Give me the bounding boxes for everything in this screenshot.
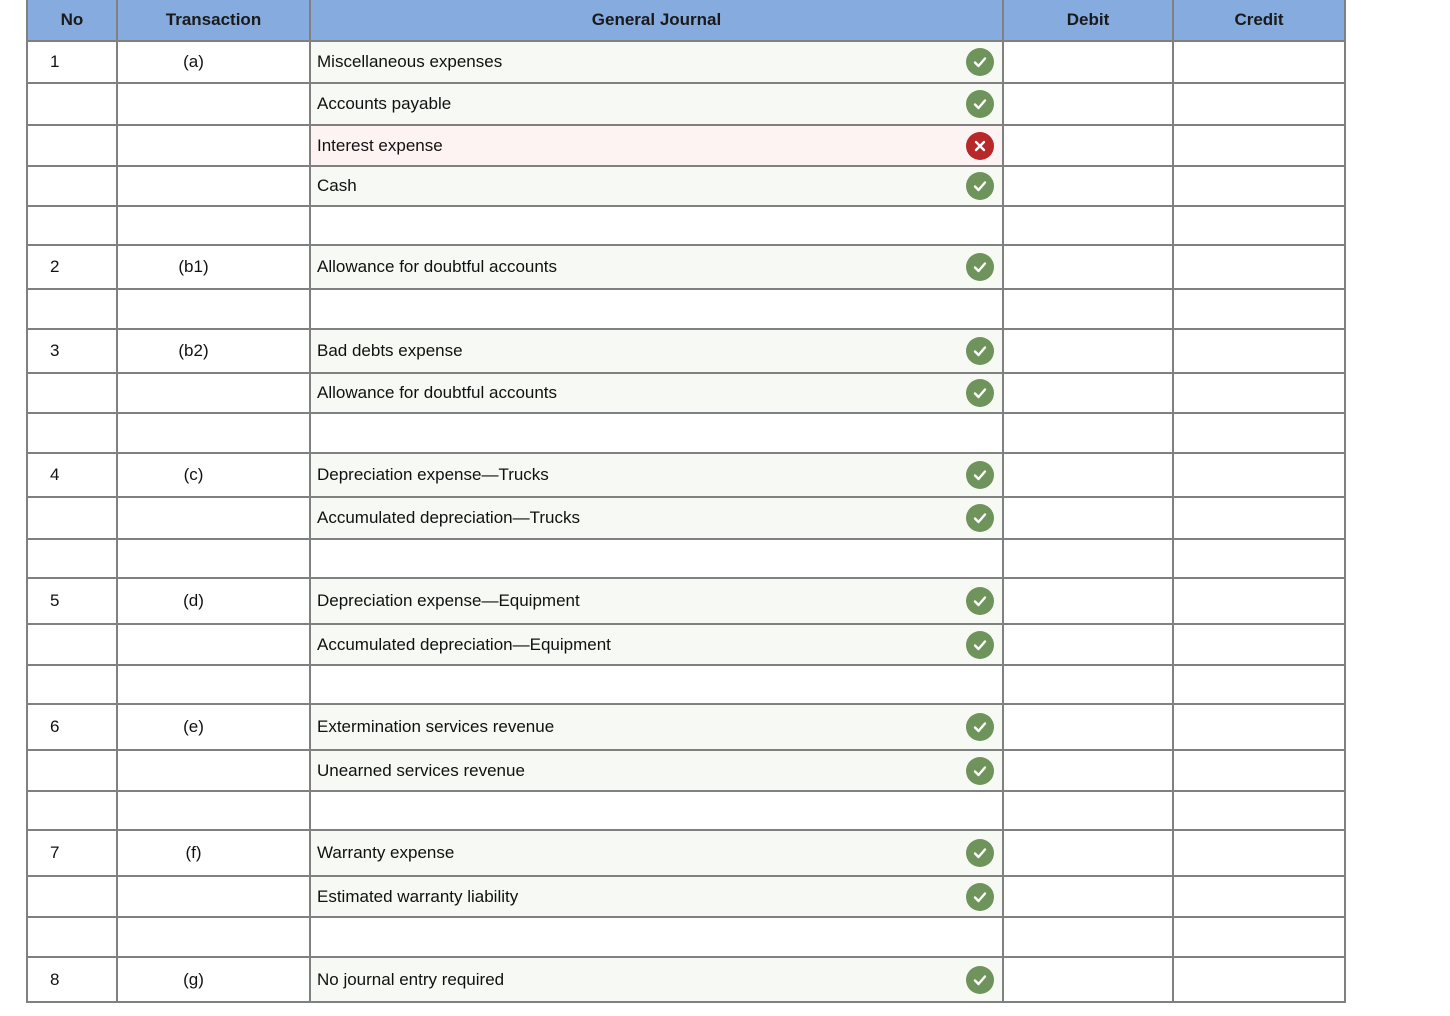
- table-row: [28, 666, 1344, 705]
- credit-input[interactable]: [1174, 207, 1344, 244]
- row-number: [28, 625, 118, 664]
- account-name: Interest expense: [317, 135, 443, 155]
- account-select[interactable]: [311, 42, 1004, 82]
- table-row: [28, 207, 1344, 246]
- account-name: Allowance for doubtful accounts: [317, 383, 558, 402]
- account-select[interactable]: [311, 498, 1004, 538]
- debit-input[interactable]: [1004, 705, 1174, 749]
- header-general-journal: General Journal: [311, 0, 1004, 40]
- check-icon: [966, 253, 994, 281]
- table-row: [28, 167, 1344, 207]
- check-icon: [966, 839, 994, 867]
- row-number: 3: [28, 330, 118, 372]
- credit-input[interactable]: [1174, 666, 1344, 703]
- account-select[interactable]: [311, 84, 1004, 124]
- row-number: [28, 167, 118, 205]
- row-number: 8: [28, 958, 118, 1001]
- credit-input[interactable]: [1174, 290, 1344, 328]
- header-no: No: [28, 0, 118, 40]
- debit-input[interactable]: [1004, 374, 1174, 412]
- table-row: [28, 877, 1344, 918]
- row-number: [28, 666, 118, 703]
- account-name: Allowance for doubtful accounts: [317, 257, 558, 276]
- account-select[interactable]: [311, 246, 1004, 288]
- account-name: Bad debts expense: [317, 341, 463, 360]
- account-select[interactable]: [311, 625, 1004, 664]
- account-select[interactable]: [311, 831, 1004, 875]
- account-select[interactable]: [311, 290, 1004, 328]
- account-name: Unearned services revenue: [317, 760, 525, 780]
- account-name: Depreciation expense—Trucks: [317, 465, 549, 484]
- table-row: [28, 454, 1344, 498]
- transaction-label: [118, 666, 311, 703]
- row-number: [28, 877, 118, 916]
- account-select[interactable]: [311, 126, 1004, 165]
- credit-input[interactable]: [1174, 246, 1344, 288]
- account-name: Cash: [317, 176, 357, 195]
- check-icon: [966, 757, 994, 785]
- transaction-label: [118, 792, 311, 829]
- account-select[interactable]: [311, 792, 1004, 829]
- header-debit: Debit: [1004, 0, 1174, 40]
- debit-input[interactable]: [1004, 751, 1174, 790]
- credit-input[interactable]: [1174, 705, 1344, 749]
- check-icon: [966, 48, 994, 76]
- check-icon: [966, 713, 994, 741]
- transaction-label: (e): [118, 705, 311, 749]
- debit-input[interactable]: [1004, 831, 1174, 875]
- table-row: [28, 42, 1344, 84]
- transaction-label: [118, 414, 311, 452]
- account-name: Accumulated depreciation—Trucks: [317, 508, 580, 527]
- credit-input[interactable]: [1174, 167, 1344, 205]
- row-number: [28, 374, 118, 412]
- table-row: [28, 126, 1344, 167]
- journal-table: [26, 0, 1346, 1003]
- credit-input[interactable]: [1174, 454, 1344, 496]
- transaction-label: (g): [118, 958, 311, 1001]
- row-number: 7: [28, 831, 118, 875]
- check-icon: [966, 966, 994, 994]
- debit-input[interactable]: [1004, 792, 1174, 829]
- account-select[interactable]: [311, 705, 1004, 749]
- row-number: 4: [28, 454, 118, 496]
- credit-input[interactable]: [1174, 330, 1344, 372]
- transaction-label: [118, 751, 311, 790]
- account-select[interactable]: [311, 540, 1004, 577]
- row-number: 1: [28, 42, 118, 82]
- row-number: [28, 751, 118, 790]
- header-transaction: Transaction: [118, 0, 311, 40]
- account-select[interactable]: [311, 579, 1004, 623]
- transaction-label: (d): [118, 579, 311, 623]
- account-name: Depreciation expense—Equipment: [317, 591, 580, 610]
- transaction-label: [118, 84, 311, 124]
- check-icon: [966, 337, 994, 365]
- table-row: [28, 414, 1344, 454]
- debit-input[interactable]: [1004, 414, 1174, 452]
- credit-input[interactable]: [1174, 831, 1344, 875]
- account-select[interactable]: [311, 918, 1004, 956]
- table-row: [28, 498, 1344, 540]
- transaction-label: [118, 877, 311, 916]
- account-select[interactable]: [311, 958, 1004, 1001]
- debit-input[interactable]: [1004, 290, 1174, 328]
- table-row: [28, 540, 1344, 579]
- table-row: [28, 792, 1344, 831]
- debit-input[interactable]: [1004, 958, 1174, 1001]
- credit-input[interactable]: [1174, 498, 1344, 538]
- check-icon: [966, 461, 994, 489]
- credit-input[interactable]: [1174, 751, 1344, 790]
- row-number: [28, 126, 118, 165]
- check-icon: [966, 379, 994, 407]
- credit-input[interactable]: [1174, 374, 1344, 412]
- row-number: [28, 290, 118, 328]
- check-icon: [966, 504, 994, 532]
- table-body: [28, 42, 1344, 1001]
- table-row: [28, 330, 1344, 374]
- table-row: [28, 831, 1344, 877]
- row-number: [28, 207, 118, 244]
- credit-input[interactable]: [1174, 579, 1344, 623]
- transaction-label: [118, 498, 311, 538]
- account-name: Miscellaneous expenses: [317, 52, 503, 71]
- transaction-label: (a): [118, 42, 311, 82]
- transaction-label: [118, 207, 311, 244]
- debit-input[interactable]: [1004, 454, 1174, 496]
- debit-input[interactable]: [1004, 666, 1174, 703]
- check-icon: [966, 587, 994, 615]
- transaction-label: (c): [118, 454, 311, 496]
- row-number: 2: [28, 246, 118, 288]
- check-icon: [966, 90, 994, 118]
- row-number: [28, 792, 118, 829]
- transaction-label: [118, 167, 311, 205]
- debit-input[interactable]: [1004, 330, 1174, 372]
- credit-input[interactable]: [1174, 42, 1344, 82]
- table-row: [28, 918, 1344, 958]
- account-select[interactable]: [311, 374, 1004, 412]
- account-select[interactable]: [311, 330, 1004, 372]
- account-name: No journal entry required: [317, 969, 505, 989]
- check-icon: [966, 883, 994, 911]
- credit-input[interactable]: [1174, 84, 1344, 124]
- table-row: [28, 290, 1344, 330]
- account-name: Warranty expense: [317, 843, 455, 862]
- debit-input[interactable]: [1004, 207, 1174, 244]
- cross-icon: [966, 132, 994, 160]
- account-select[interactable]: [311, 666, 1004, 703]
- credit-input[interactable]: [1174, 877, 1344, 916]
- table-row: [28, 705, 1344, 751]
- credit-input[interactable]: [1174, 918, 1344, 956]
- debit-input[interactable]: [1004, 540, 1174, 577]
- account-name: Accounts payable: [317, 94, 452, 113]
- transaction-label: [118, 374, 311, 412]
- table-row: [28, 751, 1344, 792]
- table-row: [28, 374, 1344, 414]
- account-select[interactable]: [311, 454, 1004, 496]
- row-number: [28, 84, 118, 124]
- debit-input[interactable]: [1004, 126, 1174, 165]
- row-number: 5: [28, 579, 118, 623]
- debit-input[interactable]: [1004, 918, 1174, 956]
- transaction-label: [118, 126, 311, 165]
- debit-input[interactable]: [1004, 167, 1174, 205]
- credit-input[interactable]: [1174, 625, 1344, 664]
- account-select[interactable]: [311, 167, 1004, 205]
- row-number: [28, 498, 118, 538]
- check-icon: [966, 631, 994, 659]
- credit-input[interactable]: [1174, 540, 1344, 577]
- account-select[interactable]: [311, 207, 1004, 244]
- row-number: [28, 918, 118, 956]
- account-name: Accumulated depreciation—Equipment: [317, 634, 611, 654]
- account-name: Estimated warranty liability: [317, 886, 519, 906]
- row-number: [28, 414, 118, 452]
- transaction-label: [118, 540, 311, 577]
- transaction-label: (f): [118, 831, 311, 875]
- transaction-label: [118, 918, 311, 956]
- credit-input[interactable]: [1174, 792, 1344, 829]
- account-select[interactable]: [311, 751, 1004, 790]
- transaction-label: (b2): [118, 330, 311, 372]
- debit-input[interactable]: [1004, 498, 1174, 538]
- account-name: Extermination services revenue: [317, 717, 555, 736]
- debit-input[interactable]: [1004, 84, 1174, 124]
- transaction-label: [118, 625, 311, 664]
- credit-input[interactable]: [1174, 958, 1344, 1001]
- row-number: [28, 540, 118, 577]
- table-row: [28, 84, 1344, 126]
- table-row: [28, 958, 1344, 1001]
- table-row: [28, 246, 1344, 290]
- header-credit: Credit: [1234, 10, 1284, 29]
- debit-input[interactable]: [1004, 42, 1174, 82]
- debit-input[interactable]: [1004, 877, 1174, 916]
- credit-input[interactable]: [1174, 414, 1344, 452]
- row-number: 6: [28, 705, 118, 749]
- account-select[interactable]: [311, 414, 1004, 452]
- debit-input[interactable]: [1004, 246, 1174, 288]
- check-icon: [966, 172, 994, 200]
- table-row: [28, 579, 1344, 625]
- transaction-label: (b1): [118, 246, 311, 288]
- debit-input[interactable]: [1004, 579, 1174, 623]
- credit-input[interactable]: [1174, 126, 1344, 165]
- table-header: [28, 0, 1344, 42]
- debit-input[interactable]: [1004, 625, 1174, 664]
- account-select[interactable]: [311, 877, 1004, 916]
- table-row: [28, 625, 1344, 666]
- transaction-label: [118, 290, 311, 328]
